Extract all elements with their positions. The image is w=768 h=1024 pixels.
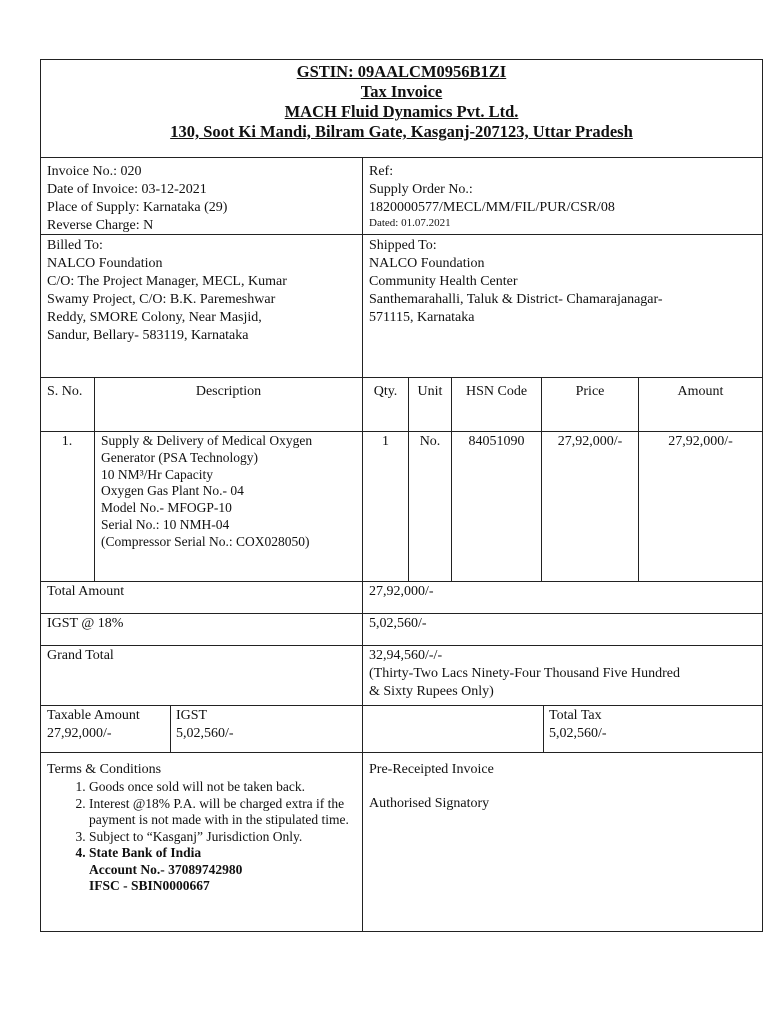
divider: [41, 645, 762, 646]
term-item: 2. Interest @18% P.A. will be charged extra if the payment is not made with in the stipulated time.: [89, 796, 359, 829]
total-amount-label: Total Amount: [47, 584, 125, 599]
divider: [41, 234, 762, 235]
company-address: 130, Soot Ki Mandi, Bilram Gate, Kasganj-207123, Uttar Pradesh: [170, 122, 633, 141]
supply-order-date: Dated: 01.07.2021: [369, 217, 451, 229]
place-of-supply: Place of Supply: Karnataka (29): [47, 200, 228, 215]
col-header-price: Price: [575, 384, 605, 399]
row-description: [101, 433, 391, 551]
description-line: Generator (PSA Technology): [101, 449, 259, 465]
divider: [94, 377, 95, 581]
divider: [41, 752, 762, 753]
grand-total-words: (Thirty-Two Lacs Ninety-Four Thousand Five Hundred: [369, 666, 680, 681]
reference-info: [369, 163, 759, 230]
description-line: Supply & Delivery of Medical Oxygen: [101, 433, 313, 448]
description-line: Model No.- MFOGP-10: [101, 500, 232, 516]
ref-label: Ref:: [369, 164, 394, 179]
row-price: 27,92,000/-: [557, 434, 623, 449]
term-item: 3. Subject to “Kasganj” Jurisdiction Only.: [89, 829, 359, 846]
ifsc-code: IFSC - SBIN0000667: [89, 878, 210, 893]
divider: [541, 377, 542, 581]
divider: [543, 705, 544, 752]
supply-order-number: 1820000577/MECL/MM/FIL/PUR/CSR/08: [369, 200, 615, 215]
invoice-info: [47, 163, 359, 235]
shipped-line: Community Health Center: [369, 274, 518, 289]
shipped-to: [369, 237, 759, 327]
authorised-signatory: Authorised Signatory: [369, 796, 490, 811]
terms-list: [47, 779, 359, 895]
col-header-description: Description: [195, 384, 262, 399]
total-tax: [549, 707, 759, 743]
supply-order-label: Supply Order No.:: [369, 182, 473, 197]
invoice-sheet: [40, 59, 763, 932]
row-qty: 1: [382, 434, 389, 449]
taxable-amount-label: Taxable Amount: [47, 708, 140, 723]
description-line: Oxygen Gas Plant No.- 04: [101, 483, 244, 499]
account-number: Account No.- 37089742980: [89, 861, 243, 877]
divider: [41, 377, 762, 378]
divider: [451, 377, 452, 581]
igst-summary-value: 5,02,560/-: [176, 726, 234, 741]
terms-and-conditions: [47, 761, 359, 895]
col-header-sno: S. No.: [47, 384, 83, 399]
divider: [41, 613, 762, 614]
row-amount: 27,92,000/-: [668, 434, 733, 449]
invoice-number: Invoice No.: 020: [47, 164, 142, 179]
billed-line: Sandur, Bellary- 583119, Karnataka: [47, 328, 249, 343]
col-header-hsn: HSN Code: [465, 384, 528, 399]
billed-to-label: Billed To:: [47, 238, 103, 253]
divider: [41, 581, 762, 582]
billed-line: Reddy, SMORE Colony, Near Masjid,: [47, 310, 262, 325]
terms-label: Terms & Conditions: [47, 762, 162, 777]
col-header-unit: Unit: [417, 384, 443, 399]
row-sno: 1.: [61, 434, 73, 449]
bank-name: 4. State Bank of India: [89, 845, 202, 860]
gstin: GSTIN: 09AALCM0956B1ZI: [296, 62, 507, 81]
divider: [41, 431, 762, 432]
divider: [41, 705, 762, 706]
total-amount-value: 27,92,000/-: [369, 584, 434, 599]
invoice-date: Date of Invoice: 03-12-2021: [47, 182, 207, 197]
row-unit: No.: [419, 434, 441, 449]
shipped-line: NALCO Foundation: [369, 256, 485, 271]
igst-value: 5,02,560/-: [369, 616, 427, 631]
shipped-to-label: Shipped To:: [369, 238, 437, 253]
billed-line: Swamy Project, C/O: B.K. Paremeshwar: [47, 292, 276, 307]
shipped-line: 571115, Karnataka: [369, 310, 475, 325]
igst-summary-label: IGST: [176, 708, 208, 723]
company-name: MACH Fluid Dynamics Pvt. Ltd.: [284, 102, 519, 121]
term-item: 1. Goods once sold will not be taken back.: [89, 779, 359, 796]
divider: [638, 377, 639, 581]
grand-total-amount: 32,94,560/-/-: [369, 648, 443, 663]
igst-summary: [176, 707, 361, 743]
shipped-line: Santhemarahalli, Taluk & District- Chamarajanagar-: [369, 292, 663, 307]
col-header-qty: Qty.: [373, 384, 398, 399]
signature-block: [369, 761, 759, 813]
grand-total-words: & Sixty Rupees Only): [369, 684, 494, 699]
total-tax-label: Total Tax: [549, 708, 602, 723]
igst-label: IGST @ 18%: [47, 616, 124, 631]
description-line: 10 NM³/Hr Capacity: [101, 466, 214, 482]
billed-to: [47, 237, 359, 345]
divider: [408, 377, 409, 581]
taxable-amount-value: 27,92,000/-: [47, 726, 112, 741]
description-line: (Compressor Serial No.: COX028050): [101, 533, 310, 549]
invoice-header: [41, 60, 762, 158]
bank-details: [89, 845, 359, 895]
document-title: Tax Invoice: [360, 82, 443, 101]
total-tax-value: 5,02,560/-: [549, 726, 607, 741]
grand-total-value: [369, 647, 761, 701]
billed-line: C/O: The Project Manager, MECL, Kumar: [47, 274, 287, 289]
taxable-amount: [47, 707, 169, 743]
col-header-amount: Amount: [677, 384, 724, 399]
divider: [170, 705, 171, 752]
pre-receipted-label: Pre-Receipted Invoice: [369, 762, 494, 777]
reverse-charge: Reverse Charge: N: [47, 218, 154, 233]
grand-total-label: Grand Total: [47, 648, 114, 663]
billed-line: NALCO Foundation: [47, 256, 163, 271]
description-line: Serial No.: 10 NMH-04: [101, 516, 230, 532]
row-hsn: 84051090: [468, 434, 525, 449]
divider: [362, 752, 363, 932]
